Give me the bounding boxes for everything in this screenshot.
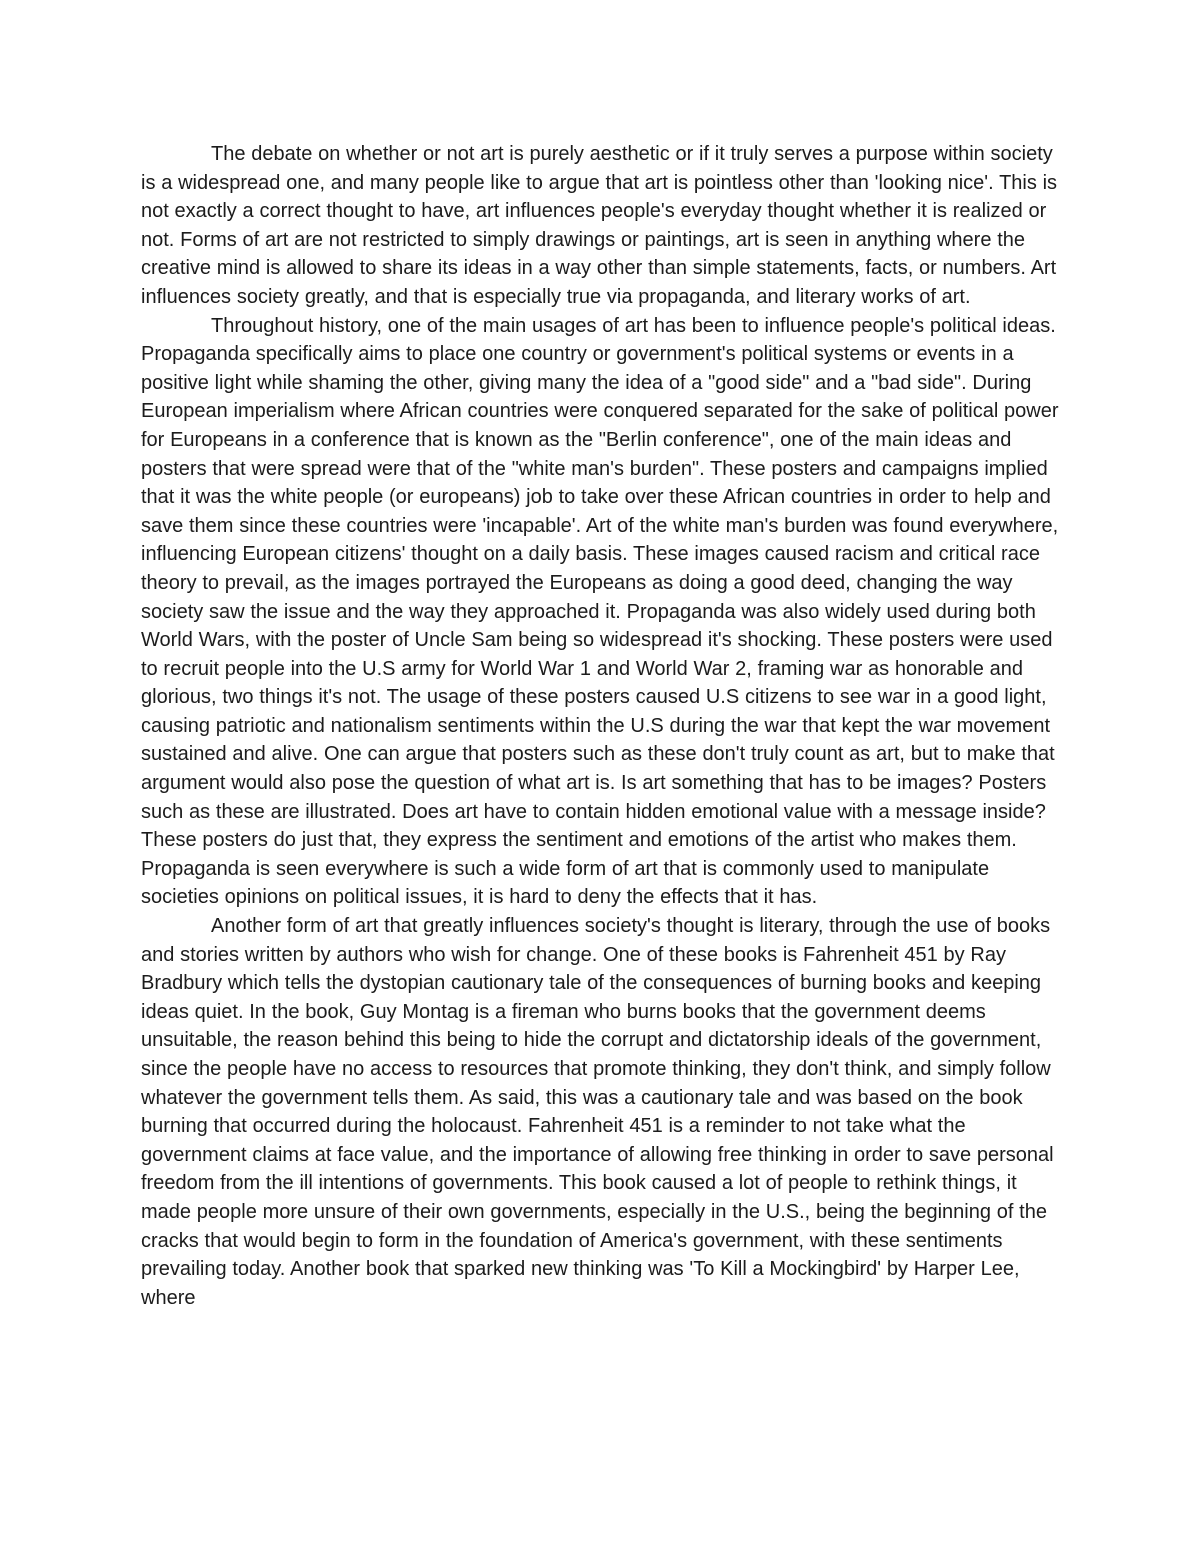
essay-body bbox=[141, 140, 1061, 1312]
paragraph-propaganda: Throughout history, one of the main usages of art has been to influence people's political ideas. Propaganda specifically aims to place one country or government's political systems or events in a positive light while shaming the other, giving many the idea of a "good side" and a "bad side". During European imperialism where African countries were conquered separated for the sake of political power for Europeans in a conference that is known as the "Berlin conference", one of the main ideas and posters that were spread were that of the "white man's burden". These posters and campaigns implied that it was the white people (or europeans) job to take over these African countries in order to help and save them since these countries were 'incapable'. Art of the white man's burden was found everywhere, influencing European citizens' thought on a daily basis. These images caused racism and critical race theory to prevail, as the images portrayed the Europeans as doing a good deed, changing the way society saw the issue and the way they approached it. Propaganda was also widely used during both World Wars, with the poster of Uncle Sam being so widespread it's shocking. These posters were used to recruit people into the U.S army for World War 1 and World War 2, framing war as honorable and glorious, two things it's not. The usage of these posters caused U.S citizens to see war in a good light, causing patriotic and nationalism sentiments within the U.S during the war that kept the war movement sustained and alive. One can argue that posters such as these don't truly count as art, but to make that argument would also pose the question of what art is. Is art something that has to be images? Posters such as these are illustrated. Does art have to contain hidden emotional value with a message inside? These posters do just that, they express the sentiment and emotions of the artist who makes them. Propaganda is seen everywhere is such a wide form of art that is commonly used to manipulate societies opinions on political issues, it is hard to deny the effects that it has. bbox=[141, 314, 1059, 909]
paragraph-literary: Another form of art that greatly influences society's thought is literary, through the use of books and stories written by authors who wish for change. One of these books is Fahrenheit 451 by Ray Bradbury which tells the dystopian cautionary tale of the consequences of burning books and keeping ideas quiet. In the book, Guy Montag is a fireman who burns books that the government deems unsuitable, the reason behind this being to hide the corrupt and dictatorship ideals of the government, since the people have no access to resources that promote thinking, they don't think, and simply follow whatever the government tells them. As said, this was a cautionary tale and was based on the book burning that occurred during the holocaust. Fahrenheit 451 is a reminder to not take what the government claims at face value, and the importance of allowing free thinking in order to save personal freedom from the ill intentions of governments. This book caused a lot of people to rethink things, it made people more unsure of their own governments, especially in the U.S., being the beginning of the cracks that would begin to form in the foundation of America's government, with these sentiments prevailing today. Another book that sparked new thinking was 'To Kill a Mockingbird' by Harper Lee, where bbox=[141, 915, 1054, 1309]
paragraph-intro: The debate on whether or not art is purely aesthetic or if it truly serves a purpose within society is a widespread one, and many people like to argue that art is pointless other than 'looking nice'. This is not exactly a correct thought to have, art influences people's everyday thought whether it is realized or not. Forms of art are not restricted to simply drawings or paintings, art is seen in anything where the creative mind is allowed to share its ideas in a way other than simple statements, facts, or numbers. Art influences society greatly, and that is especially true via propaganda, and literary works of art. bbox=[141, 143, 1058, 308]
